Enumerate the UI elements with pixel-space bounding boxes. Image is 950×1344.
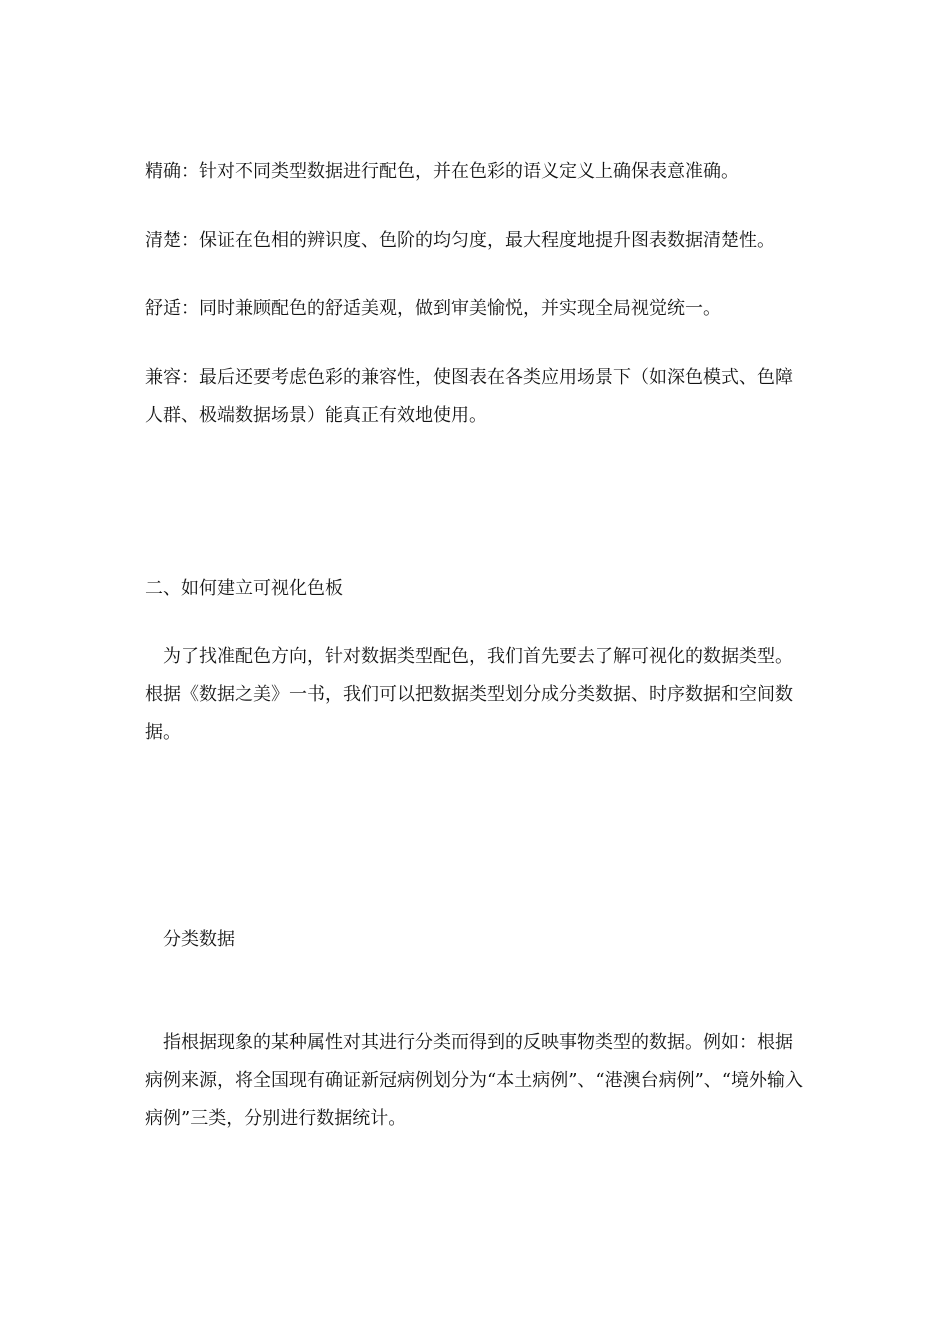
principle-accuracy: 精确：针对不同类型数据进行配色，并在色彩的语义定义上确保表意准确。 — [145, 161, 739, 182]
principle-comfort: 舒适：同时兼顾配色的舒适美观，做到审美愉悦，并实现全局视觉统一。 — [145, 298, 721, 319]
principle-clarity: 清楚：保证在色相的辨识度、色阶的均匀度，最大程度地提升图表数据清楚性。 — [145, 230, 775, 251]
subsection-body-paragraph: 指根据现象的某种属性对其进行分类而得到的反映事物类型的数据。例如：根据病例来源，将全国现有确证新冠病例划分为“本土病例”、“港澳台病例”、“境外输入病例”三类，分别进行数据统计。 — [145, 1032, 804, 1129]
principle-compatibility: 兼容：最后还要考虑色彩的兼容性，使图表在各类应用场景下（如深色模式、色障人群、极端数据场景）能真正有效地使用。 — [145, 367, 793, 426]
section-heading: 二、如何建立可视化色板 — [145, 578, 343, 599]
subsection-heading: 分类数据 — [163, 929, 235, 950]
section-intro-paragraph: 为了找准配色方向，针对数据类型配色，我们首先要去了解可视化的数据类型。根据《数据之美》一书，我们可以把数据类型划分成分类数据、时序数据和空间数据。 — [145, 646, 793, 743]
